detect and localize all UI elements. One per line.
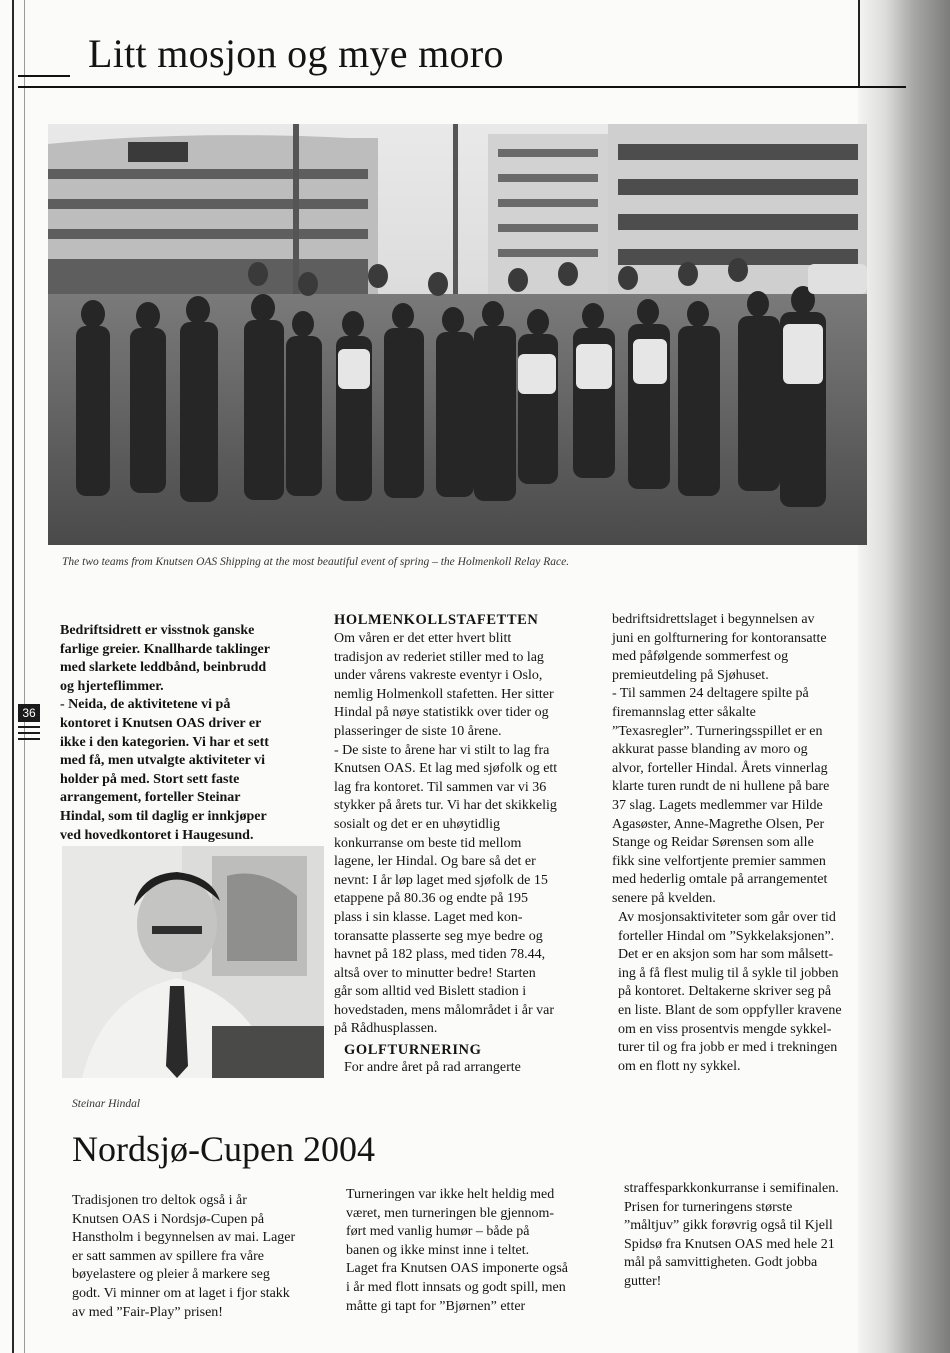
holmenkoll-body: Om våren er det etter hvert blitt tradisjon av rederiet stiller med to lag under vårens vakreste eventyr i Oslo, nemlig Holmenkoll stafetten. Her sitter Hindal på nøye statistikk over tider og plasseringer de siste 10 årene. - De siste to årene har vi stilt to lag fra Knutsen OAS. Et lag med sjøfolk og ett lag fra kontoret. Til sammen var vi 36 stykker på årets tur. Vi har det skikkelig sosialt og det er en uhøytidlig konkurranse om beste tid mellom lagene, ler Hindal. Og bare så det er nevnt: I år løp laget med sjøfolk de 15 etappene på 80.36 og endte på 195 plass i sin klasse. Laget med kon- toransatte plasserte seg mye bedre og havnet på 182 plass, med tiden 78.44, altså over to minutter bedre! Starten går som alltid ved Bislett stadion i hovedstaden, mens målområdet i år var på Rådhusplassen. [334,631,558,1037]
intro-text: Bedriftsidrett er visstnok ganske farlige greier. Knallharde taklinger med slarkete leddbånd, beinbrudd og hjerteflimmer. - Neida, de aktivitetene vi på kontoret i Knutsen OAS driver er ikke i den kategorien. Vi har et sett med få, men utvalgte aktiviteter vi holder på med. Stort sett faste arrangement, forteller Steinar Hindal, som til daglig er innkjøper ved hovedkontoret i Haugesund. [60,623,270,843]
group-photo-caption: The two teams from Knutsen OAS Shipping at the most beautiful event of spring – the Holmenkoll Relay Race. [62,556,570,568]
nordsjo-col-1: Tradisjonen tro deltok også i år Knutsen OAS i Nordsjø-Cupen på Hanstholm i begynnelsen av mai. Lager er satt sammen av spillere fra våre bøyelastere og pleier å markere seg godt. Vi minner om at laget i fjor stakk av med ”Fair-Play” prisen! [72,1193,296,1320]
page-binding-edge-inner [24,0,25,1353]
page-right-rule [858,0,860,88]
sykkelaksjonen-body: Av mosjonsaktiviteter som går over tid forteller Hindal om ”Sykkelaksjonen”. Det er en aksjon som har som målsett- ing å få flest mulig til å sykle til jobben på kontoret. Deltakerne skriver seg på en liste. Blant de som oppfyller kravene om en viss prosentvis mengde sykkel- turer til og fra jobb er med i trekningen om en flott ny sykkel. [618,910,842,1074]
section-title-nordsjo-cupen: Nordsjø-Cupen 2004 [72,1129,375,1169]
golf-body-start: For andre året på rad arrangerte [344,1060,521,1075]
page-title: Litt mosjon og mye moro [88,31,504,76]
heading-golfturnering: GOLFTURNERING [344,1042,482,1058]
team-group-photo [48,124,867,545]
title-rule-left [18,75,70,77]
page-number: 36 [18,704,40,722]
page-number-rule [18,726,40,728]
portrait-caption: Steinar Hindal [72,1098,141,1110]
heading-holmenkollstafetten: HOLMENKOLLSTAFETTEN [334,612,539,628]
nordsjo-col-3: straffesparkkonkurranse i semifinalen. Prisen for turneringens største ”måltjuv” gikk forøvrig også til Kjell Spidsø fra Knutsen OAS med hele 21 mål på samvittigheten. Godt jobba gutter! [624,1181,839,1289]
page-number-rule [18,732,40,734]
portrait-photo [62,846,324,1078]
golf-body-continued: bedriftsidrettslaget i begynnelsen av juni en golfturnering for kontoransatte med påfølgende sommerfest og premieutdeling på Sjøhuset. - Til sammen 24 deltagere spilte på firemannslag etter såkalte ”Texasregler”. Turneringsspillet er en akkurat passe blanding av moro og alvor, forteller Hindal. Årets vinnerlag klarte turen rundt de ni hullene på bare 37 slag. Lagets medlemmer var Hilde Agasøster, Anne-Magrethe Olsen, Per Stange og Reidar Sørensen som alle fikk sine velfortjente premier sammen med hederlig omtale på arrangementet senere på kvelden. [612,612,830,906]
page-number-rule [18,738,40,740]
title-rule [18,86,906,88]
page-binding-edge [12,0,14,1353]
nordsjo-col-2: Turneringen var ikke helt heldig med været, men turneringen ble gjennom- ført med vanlig humør – både på banen og ikke minst inne i teltet. Laget fra Knutsen OAS imponerte også i år med flott innsats og godt spill, men måtte gi tapt for ”Bjørnen” etter [346,1187,568,1314]
